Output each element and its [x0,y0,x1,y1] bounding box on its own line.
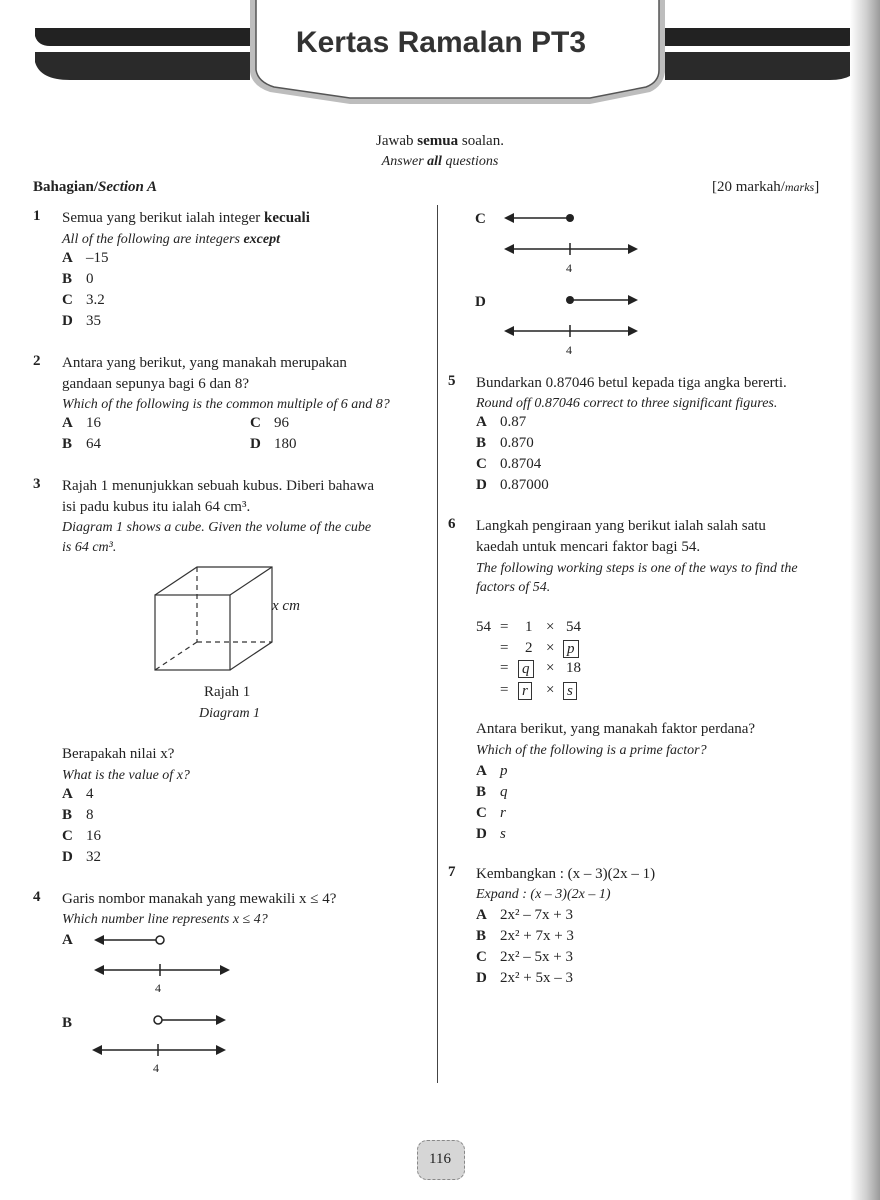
option-letter: B [62,436,73,452]
option-letter: D [250,436,261,452]
equals-sign: = [500,660,509,676]
diagram-caption-malay: Rajah 1 [204,684,251,700]
option-value: 2x² – 5x + 3 [500,949,573,965]
question-text-malay: gandaan sepunya bagi 6 dan 8? [62,376,250,392]
question-text-english: Expand : (x – 3)(2x – 1) [476,887,611,902]
option-value: p [500,763,508,779]
option-c[interactable] [62,290,105,310]
option-value: 2x² – 7x + 3 [500,907,573,923]
option-letter: C [476,949,487,965]
option-c[interactable]: C [475,211,486,227]
section-label-italic: Section A [98,179,158,195]
option-value: r [500,805,506,821]
factor-value: 2 [525,640,533,656]
option-letter: D [62,313,73,329]
option-letter: A [62,786,73,802]
question-number: 1 [33,208,41,224]
option-c[interactable] [250,413,289,433]
option-value: 35 [86,313,101,329]
option-b[interactable]: B [62,1015,73,1031]
option-letter: A [62,250,73,266]
question-text-malay: kaedah untuk mencari faktor bagi 54. [476,539,701,555]
option-value: s [500,826,506,842]
question-number: 3 [33,476,41,492]
question-text-english [62,229,280,250]
option-value: 0.870 [500,435,534,451]
option-value: 180 [274,436,297,452]
marks-italic: marks [784,180,815,194]
option-a[interactable] [476,412,526,432]
unknown-box-r: r [518,682,532,700]
question-text-malay: isi padu kubus itu ialah 64 cm³. [62,499,251,515]
section-label-bold: Bahagian/ [33,179,99,195]
option-letter: B [476,928,487,944]
section-label [33,177,157,198]
question-text-malay: Bundarkan 0.87046 betul kepada tiga angka bererti. [476,375,787,391]
instruction-text: soalan. [461,133,504,149]
option-letter: A [476,907,487,923]
question-text-malay: Langkah pengiraan yang berikut ialah salah satu [476,518,766,534]
question-text-malay [62,208,310,229]
option-b[interactable] [476,782,508,802]
equals-sign: = [500,619,509,635]
option-c[interactable] [476,454,541,474]
option-value: 2x² + 5x – 3 [500,970,573,986]
option-a[interactable] [62,248,109,268]
instruction-english [0,151,880,172]
equals-sign: = [500,640,509,656]
option-d[interactable] [62,847,101,867]
option-value: 3.2 [86,292,105,308]
option-d[interactable] [62,311,101,331]
question-number: 4 [33,889,41,905]
equals-sign: = [500,682,509,698]
option-letter: A [62,415,73,431]
page-number: 116 [429,1151,451,1167]
option-letter: A [476,763,487,779]
option-letter: C [250,415,261,431]
option-c[interactable] [476,803,506,823]
option-a[interactable] [476,761,508,781]
unknown-box-p: p [563,640,579,658]
unknown-box-s: s [563,682,577,700]
page-title: Kertas Ramalan PT3 [295,26,587,59]
question-text-english: The following working steps is one of the ways to find the [476,561,798,576]
factor-value: 1 [525,619,533,635]
number-line-option-c [500,208,645,264]
question-text-malay: Rajah 1 menunjukkan sebuah kubus. Diberi bahawa [62,478,375,494]
question-text-english: Which of the following is a prime factor? [476,743,707,758]
option-letter: D [62,849,73,865]
option-letter: C [62,292,73,308]
option-value: 4 [86,786,94,802]
option-value: 0.87 [500,414,527,430]
text: All of the following are integers [62,232,240,247]
instruction-bold: semua [417,133,459,149]
times-sign: × [546,640,555,656]
question-text-english: factors of 54. [476,580,551,595]
option-value: 8 [86,807,94,823]
question-text-malay: Garis nombor manakah yang mewakili x ≤ 4? [62,891,337,907]
option-letter: B [476,435,487,451]
option-value: 0.8704 [500,456,542,472]
text: Semua yang berikut ialah integer [62,210,261,226]
instruction-bold: all [427,154,442,169]
number-line-tick-label: 4 [153,1061,159,1075]
option-d[interactable] [476,824,506,844]
question-text-malay: Antara berikut, yang manakah faktor perdana? [476,721,756,737]
question-text-malay: Antara yang berikut, yang manakah merupakan [62,355,347,371]
option-letter: C [476,456,487,472]
question-text-english: Round off 0.87046 correct to three significant figures. [476,396,778,411]
cube-label: x cm [272,598,300,614]
option-letter: A [476,414,487,430]
page-edge-shadow [850,0,880,1200]
option-d[interactable] [476,475,549,495]
question-text-english: Diagram 1 shows a cube. Given the volume of the cube [62,520,372,535]
column-divider [437,205,438,1083]
option-a[interactable] [62,413,101,433]
option-b[interactable] [476,433,534,453]
option-letter: C [62,828,73,844]
factor-value: 54 [566,619,581,635]
question-number: 7 [448,864,456,880]
option-c[interactable] [476,947,573,967]
number-line-tick-label: 4 [155,981,161,995]
option-c[interactable] [62,826,101,846]
option-b[interactable] [476,926,574,946]
number-line-tick-label: 4 [566,343,572,357]
option-a[interactable] [476,905,573,925]
instruction-malay [0,131,880,152]
number-line-option-b [88,1010,233,1066]
question-text-english: Which of the following is the common multiple of 6 and 8? [62,397,390,412]
option-d[interactable] [476,968,573,988]
option-letter: D [476,970,487,986]
question-text-malay: Berapakah nilai x? [62,746,175,762]
question-text-english: Which number line represents x ≤ 4? [62,912,268,927]
option-letter: D [476,826,487,842]
option-letter: C [476,805,487,821]
option-value: 96 [274,415,289,431]
question-text-malay: Kembangkan : (x – 3)(2x – 1) [476,866,656,882]
diagram-caption-english: Diagram 1 [199,706,261,721]
section-marks [712,177,819,198]
question-number: 5 [448,373,456,389]
marks-text: ] [814,179,820,195]
marks-text: [20 markah/ [712,179,785,195]
working-lhs: 54 [476,619,491,635]
option-value: q [500,784,508,800]
option-letter: B [62,807,73,823]
number-line-tick-label: 4 [566,261,572,275]
option-value: 0.87000 [500,477,549,493]
question-text-english: What is the value of x? [62,768,190,783]
option-value: 64 [86,436,101,452]
question-text-english: is 64 cm³. [62,540,117,555]
text-bold: kecuali [264,210,310,226]
option-b[interactable] [62,269,94,289]
question-number: 2 [33,353,41,369]
option-letter: B [476,784,487,800]
number-line-option-a [90,930,235,995]
times-sign: × [546,660,555,676]
number-line-option-d [500,290,645,346]
cube-diagram [150,562,280,674]
text-bold: except [243,232,280,247]
option-letter: D [476,477,487,493]
instruction-text: Answer [381,154,424,169]
instruction-text: Jawab [376,133,414,149]
option-a[interactable]: A [62,932,73,948]
times-sign: × [546,682,555,698]
option-value: 16 [86,415,101,431]
times-sign: × [546,619,555,635]
option-value: 2x² + 7x + 3 [500,928,574,944]
option-a[interactable] [62,784,94,804]
option-d[interactable]: D [475,294,486,310]
option-value: 32 [86,849,101,865]
question-number: 6 [448,516,456,532]
option-b[interactable] [62,805,94,825]
option-letter: B [62,271,73,287]
instruction-text: questions [445,154,499,169]
option-value: 0 [86,271,94,287]
unknown-box-q: q [518,660,534,678]
option-value: 16 [86,828,101,844]
option-value: –15 [86,250,109,266]
option-b[interactable] [62,434,101,454]
factor-value: 18 [566,660,581,676]
option-d[interactable] [250,434,297,454]
